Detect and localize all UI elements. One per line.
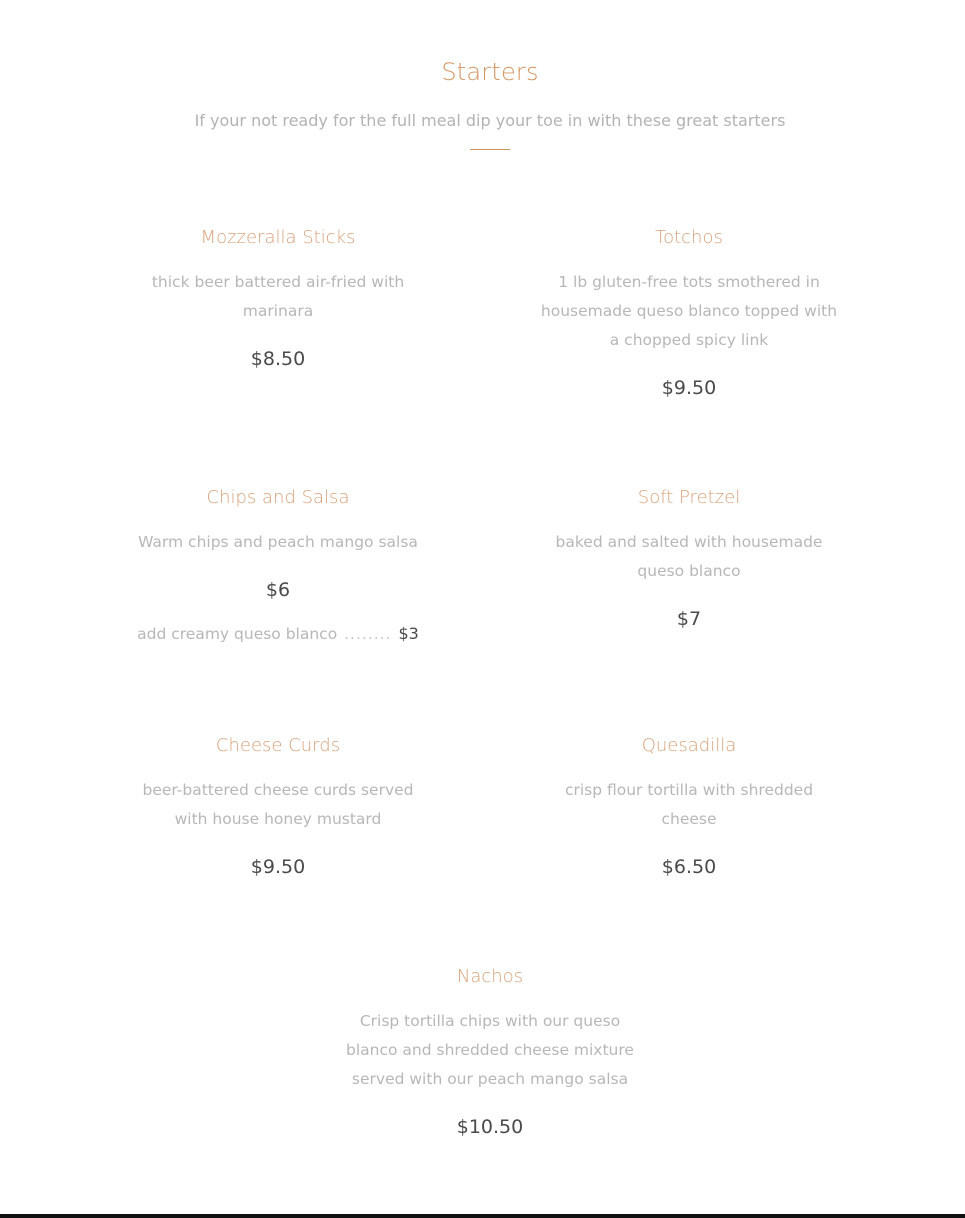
menu-item-soft-pretzel	[539, 486, 839, 631]
menu-item-nachos	[340, 965, 640, 1139]
item-description: crisp flour tortilla with shredded cheese	[564, 781, 814, 828]
item-name: Cheese Curds	[215, 735, 341, 756]
item-price: $8.50	[250, 348, 306, 370]
section-subtitle: If your not ready for the full meal dip your toe in with these great starters	[194, 111, 786, 130]
item-description: Warm chips and peach mango salsa	[138, 533, 418, 551]
menu-item-totchos	[539, 226, 839, 400]
item-description: baked and salted with housemade queso blanco	[555, 533, 823, 580]
item-price: $9.50	[661, 377, 717, 399]
item-price: $6.50	[661, 856, 717, 878]
section-title: Starters	[441, 58, 539, 86]
item-name: Mozzeralla Sticks	[200, 227, 356, 248]
bottom-border	[0, 1214, 965, 1218]
item-description: beer-battered cheese curds served with house honey mustard	[142, 781, 414, 828]
item-price: $10.50	[456, 1116, 524, 1138]
item-price: $9.50	[250, 856, 306, 878]
addon-label: add creamy queso blanco	[137, 625, 338, 643]
item-description: thick beer battered air-fried with marinara	[151, 273, 405, 320]
item-description: Crisp tortilla chips with our queso blanco and shredded cheese mixture served with our peach mango salsa	[346, 1012, 634, 1088]
addon-line	[128, 624, 428, 644]
item-name: Soft Pretzel	[637, 487, 741, 508]
item-name: Quesadilla	[641, 735, 737, 756]
section-divider	[470, 149, 510, 150]
item-name: Totchos	[655, 227, 723, 248]
item-price: $7	[676, 608, 702, 630]
item-description: 1 lb gluten-free tots smothered in housemade queso blanco topped with a chopped spicy link	[540, 273, 838, 349]
menu-item-cheese-curds	[128, 734, 428, 879]
menu-item-chips-and-salsa	[128, 486, 428, 644]
addon-price: $3	[398, 624, 419, 643]
menu-item-quesadilla	[539, 734, 839, 879]
item-name: Chips and Salsa	[206, 487, 350, 508]
menu-item-mozzeralla-sticks	[128, 226, 428, 371]
addon-dots: ........	[344, 625, 392, 643]
item-name: Nachos	[456, 966, 524, 987]
item-price: $6	[265, 579, 291, 601]
